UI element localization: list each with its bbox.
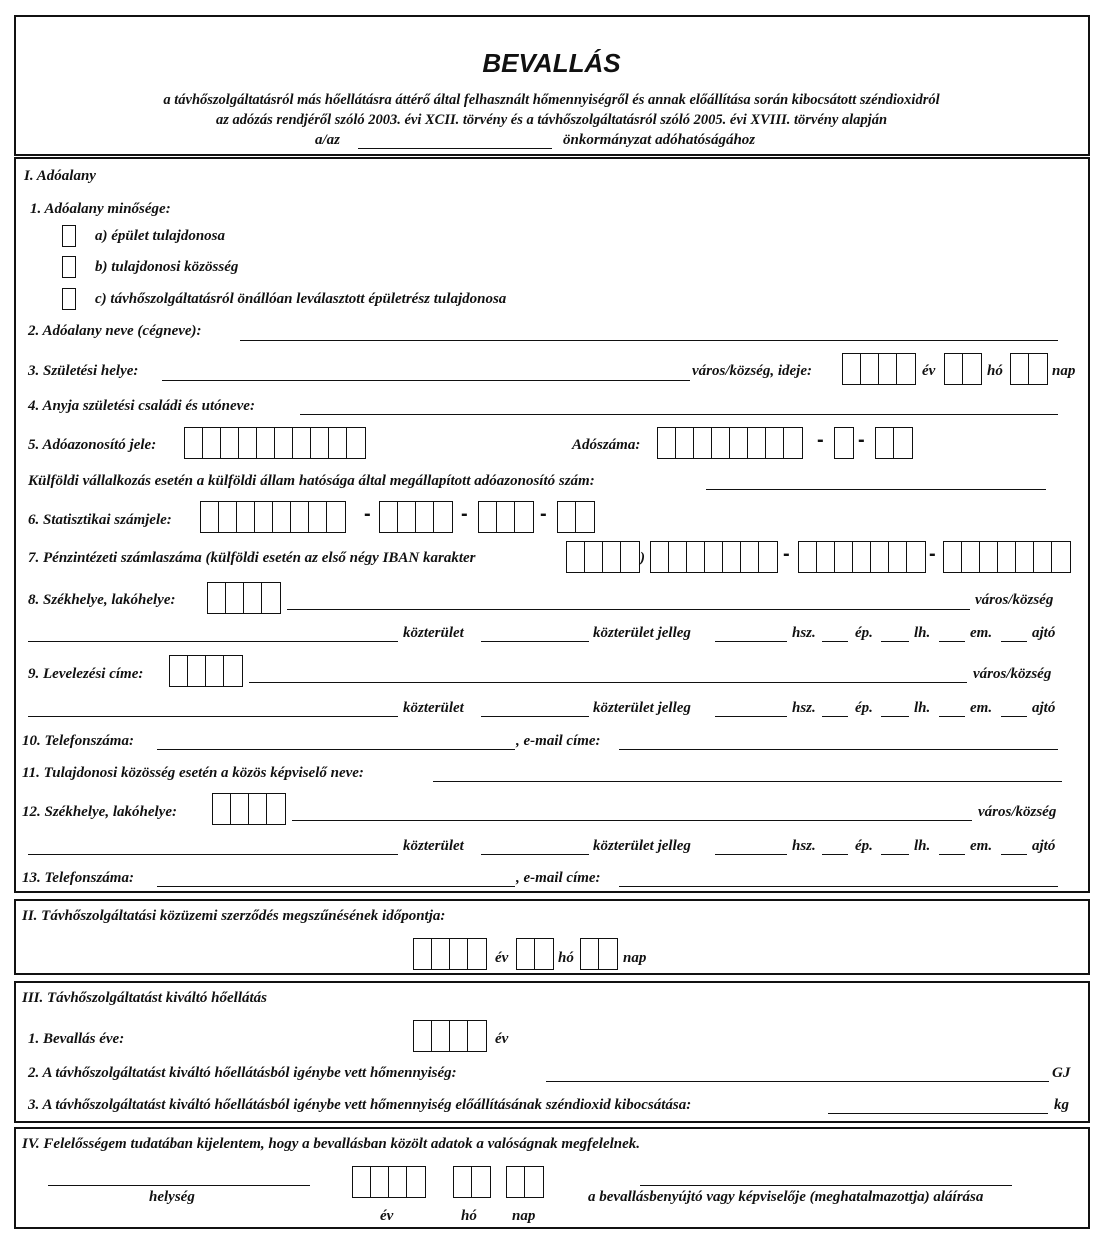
rep-lh-field[interactable] xyxy=(881,854,909,855)
dash: - xyxy=(817,429,824,451)
signature-field[interactable] xyxy=(640,1185,1012,1186)
seat-ep-field[interactable] xyxy=(822,641,848,642)
rep-zip-boxes[interactable] xyxy=(212,793,286,825)
tax-number-boxes-2[interactable] xyxy=(834,427,854,459)
rep-phone-field[interactable] xyxy=(157,886,515,887)
hsz-label: hsz. xyxy=(792,700,816,716)
q6-label: 6. Statisztikai számjele: xyxy=(28,512,172,528)
q13-label: 13. Telefonszáma: xyxy=(22,870,134,886)
stat-code-boxes-3[interactable] xyxy=(478,501,534,533)
seat-city-field[interactable] xyxy=(287,609,970,610)
seat-city-label: város/község xyxy=(975,592,1054,608)
sign-ev-label: év xyxy=(380,1208,394,1224)
rep-email-label: , e-mail címe: xyxy=(516,870,601,886)
em-label: em. xyxy=(970,625,993,641)
rep-street-field[interactable] xyxy=(28,854,398,855)
dash: - xyxy=(858,429,865,451)
sign-month-boxes[interactable] xyxy=(453,1166,491,1198)
q5b-label: Adószáma: xyxy=(572,437,641,453)
em-label: em. xyxy=(970,700,993,716)
dash: - xyxy=(929,543,936,565)
ajto-label: ajtó xyxy=(1032,838,1056,854)
s3-q3-label: 3. A távhőszolgáltatást kiváltó hőellátásból igénybe vett hőmennyiség előállításának széndioxid kibocsátása: xyxy=(28,1097,692,1113)
birth-month-boxes[interactable] xyxy=(944,353,982,385)
q12-label: 12. Székhelye, lakóhelye: xyxy=(22,804,177,820)
termination-year-boxes[interactable] xyxy=(413,938,487,970)
birth-nap-label: nap xyxy=(1052,363,1076,379)
sign-year-boxes[interactable] xyxy=(352,1166,426,1198)
option-a-label: a) épület tulajdonosa xyxy=(95,228,226,244)
q11-label: 11. Tulajdonosi közösség esetén a közös képviselő neve: xyxy=(22,765,364,781)
header-frame xyxy=(14,15,1090,156)
stat-code-boxes-4[interactable] xyxy=(557,501,595,533)
mail-lh-field[interactable] xyxy=(881,716,909,717)
header-suffix: önkormányzat adóhatóságához xyxy=(563,132,756,148)
mail-zip-boxes[interactable] xyxy=(169,655,243,687)
kozterulet-label: közterület xyxy=(403,625,464,641)
birth-ev-label: év xyxy=(922,363,936,379)
representative-name-field[interactable] xyxy=(433,781,1062,782)
stat-code-boxes-2[interactable] xyxy=(379,501,453,533)
ep-label: ép. xyxy=(855,625,873,641)
rep-em-field[interactable] xyxy=(939,854,965,855)
mail-street-field[interactable] xyxy=(28,716,398,717)
section-3-title: III. Távhőszolgáltatást kiváltó hőellátás xyxy=(22,990,268,1006)
option-c-label: c) távhőszolgáltatásról önállóan leválasztott épületrész tulajdonosa xyxy=(95,291,507,307)
kozterulet-label: közterület xyxy=(403,838,464,854)
birthplace-field[interactable] xyxy=(162,380,690,381)
seat-hsz-field[interactable] xyxy=(715,641,787,642)
termination-ho-label: hó xyxy=(558,950,574,966)
bank-account-boxes-3[interactable] xyxy=(943,541,1071,573)
bank-account-boxes-1[interactable] xyxy=(650,541,778,573)
termination-nap-label: nap xyxy=(623,950,647,966)
gj-unit: GJ xyxy=(1052,1065,1071,1081)
header-line-2: az adózás rendjéről szóló 2003. évi XCII. törvény és a távhőszolgáltatásról szóló 2005. évi XVIII. törvény alapján xyxy=(215,112,888,128)
s3-q1-label: 1. Bevallás éve: xyxy=(28,1031,125,1047)
mail-city-field[interactable] xyxy=(249,682,967,683)
declaration-ev-label: év xyxy=(495,1031,509,1047)
ep-label: ép. xyxy=(855,700,873,716)
lh-label: lh. xyxy=(914,700,931,716)
taxpayer-name-field[interactable] xyxy=(240,340,1058,341)
q3-city-label: város/község, ideje: xyxy=(692,363,812,379)
lh-label: lh. xyxy=(914,625,931,641)
phone-field[interactable] xyxy=(157,749,515,750)
birth-year-boxes[interactable] xyxy=(842,353,916,385)
header-prefix: a/az xyxy=(315,132,341,148)
termination-month-boxes[interactable] xyxy=(516,938,554,970)
section-2-title: II. Távhőszolgáltatási közüzemi szerződés megszűnésének időpontja: xyxy=(22,908,446,924)
declaration-year-boxes[interactable] xyxy=(413,1020,487,1052)
q2-label: 2. Adóalany neve (cégneve): xyxy=(28,323,202,339)
em-label: em. xyxy=(970,838,993,854)
tax-id-boxes[interactable] xyxy=(184,427,366,459)
heat-quantity-field[interactable] xyxy=(546,1081,1049,1082)
mail-ep-field[interactable] xyxy=(822,716,848,717)
mail-city-label: város/község xyxy=(973,666,1052,682)
dash: - xyxy=(783,543,790,565)
kozterulet-jelleg-label: közterület jelleg xyxy=(593,625,691,641)
page-title: BEVALLÁS xyxy=(482,48,621,78)
termination-ev-label: év xyxy=(495,950,509,966)
mother-name-field[interactable] xyxy=(300,414,1058,415)
co2-emission-field[interactable] xyxy=(828,1113,1048,1114)
sign-ho-label: hó xyxy=(461,1208,477,1224)
seat-street-field[interactable] xyxy=(28,641,398,642)
kozterulet-jelleg-label: közterület jelleg xyxy=(593,838,691,854)
iban-boxes[interactable] xyxy=(566,541,640,573)
place-field[interactable] xyxy=(48,1185,310,1186)
hsz-label: hsz. xyxy=(792,838,816,854)
rep-city-field[interactable] xyxy=(292,820,972,821)
foreign-id-label: Külföldi vállalkozás esetén a külföldi állam hatósága által megállapított adóazonosító szám: xyxy=(28,473,595,489)
ep-label: ép. xyxy=(855,838,873,854)
email-field[interactable] xyxy=(619,749,1058,750)
sign-nap-label: nap xyxy=(512,1208,536,1224)
q1-label: 1. Adóalany minősége: xyxy=(30,201,171,217)
seat-em-field[interactable] xyxy=(939,641,965,642)
s3-q2-label: 2. A távhőszolgáltatást kiváltó hőellátásból igénybe vett hőmennyiség: xyxy=(28,1065,457,1081)
rep-hsz-field[interactable] xyxy=(715,854,787,855)
mail-street-type-field[interactable] xyxy=(481,716,589,717)
ajto-label: ajtó xyxy=(1032,700,1056,716)
mail-ajto-field[interactable] xyxy=(1001,716,1027,717)
rep-email-field[interactable] xyxy=(619,886,1058,887)
lh-label: lh. xyxy=(914,838,931,854)
stat-code-boxes-1[interactable] xyxy=(200,501,346,533)
seat-lh-field[interactable] xyxy=(881,641,909,642)
mail-hsz-field[interactable] xyxy=(715,716,787,717)
sign-day-boxes[interactable] xyxy=(506,1166,544,1198)
dash: - xyxy=(364,503,371,525)
q8-label: 8. Székhelye, lakóhelye: xyxy=(28,592,176,608)
helyseg-label: helység xyxy=(149,1189,195,1205)
rep-city-label: város/község xyxy=(978,804,1057,820)
termination-day-boxes[interactable] xyxy=(580,938,618,970)
option-a-checkbox[interactable] xyxy=(62,225,76,247)
tax-number-boxes-1[interactable] xyxy=(657,427,803,459)
seat-street-type-field[interactable] xyxy=(481,641,589,642)
rep-ep-field[interactable] xyxy=(822,854,848,855)
tax-number-boxes-3[interactable] xyxy=(875,427,913,459)
option-b-checkbox[interactable] xyxy=(62,256,76,278)
birth-day-boxes[interactable] xyxy=(1010,353,1048,385)
option-c-checkbox[interactable] xyxy=(62,288,76,310)
bank-account-boxes-2[interactable] xyxy=(798,541,926,573)
q7-label: 7. Pénzintézeti számlaszáma (külföldi esetén az első négy IBAN karakter xyxy=(28,550,476,566)
rep-ajto-field[interactable] xyxy=(1001,854,1027,855)
q4-label: 4. Anyja születési családi és utóneve: xyxy=(28,398,255,414)
birth-ho-label: hó xyxy=(987,363,1003,379)
kg-unit: kg xyxy=(1054,1097,1069,1113)
dash: - xyxy=(540,503,547,525)
q3-label: 3. Születési helye: xyxy=(28,363,139,379)
section-1-title: I. Adóalany xyxy=(24,168,96,184)
dash: - xyxy=(461,503,468,525)
hsz-label: hsz. xyxy=(792,625,816,641)
q7-paren: ) xyxy=(640,550,645,566)
foreign-id-field[interactable] xyxy=(706,489,1046,490)
seat-ajto-field[interactable] xyxy=(1001,641,1027,642)
kozterulet-jelleg-label: közterület jelleg xyxy=(593,700,691,716)
q5-label: 5. Adóazonosító jele: xyxy=(28,437,157,453)
municipality-field[interactable] xyxy=(358,148,552,149)
email-label: , e-mail címe: xyxy=(516,733,601,749)
header-line-1: a távhőszolgáltatásról más hőellátásra áttérő által felhasznált hőmennyiségről és annak előállítása során kibocsátott széndioxidról xyxy=(163,92,940,108)
kozterulet-label: közterület xyxy=(403,700,464,716)
responsibility-statement: IV. Felelősségem tudatában kijelentem, hogy a bevallásban közölt adatok a valóságnak megfelelnek. xyxy=(22,1136,641,1152)
q10-label: 10. Telefonszáma: xyxy=(22,733,134,749)
signature-label: a bevallásbenyújtó vagy képviselője (meghatalmazottja) aláírása xyxy=(588,1189,984,1205)
option-b-label: b) tulajdonosi közösség xyxy=(95,259,239,275)
mail-em-field[interactable] xyxy=(939,716,965,717)
ajto-label: ajtó xyxy=(1032,625,1056,641)
seat-zip-boxes[interactable] xyxy=(207,582,281,614)
q9-label: 9. Levelezési címe: xyxy=(28,666,144,682)
rep-street-type-field[interactable] xyxy=(481,854,589,855)
